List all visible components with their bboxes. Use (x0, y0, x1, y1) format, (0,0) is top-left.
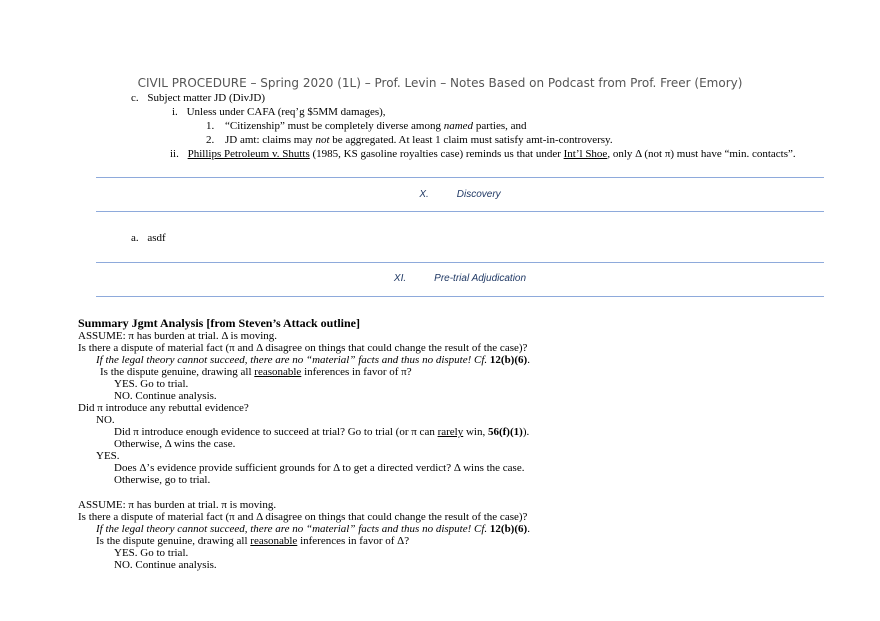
outline-ii-label: ii. (170, 148, 179, 160)
section-heading-discovery (96, 189, 824, 200)
summary-line-11: YES. (96, 450, 120, 462)
section-x-title: Discovery (456, 189, 501, 200)
outline-n2-label: 2. (206, 134, 215, 146)
summary-second-line-6: NO. Continue analysis. (114, 559, 217, 571)
section-xi-title: Pre-trial Adjudication (434, 273, 527, 284)
summary-line-9-mid: win, (463, 426, 488, 438)
section-xi-bottom-rule (96, 296, 824, 297)
summary-line-9-rule: 56(f)(1) (487, 426, 523, 438)
summary-line-3-rule: 12(b)(6) (489, 354, 528, 366)
summary-second-line-3-italic: If the legal theory cannot succeed, there are no “material” facts and thus no dispute! Cf. (96, 523, 488, 535)
section-x-bottom-rule (96, 211, 824, 212)
outline-ii-case2: Int’l Shoe (563, 148, 608, 160)
summary-second-line-4-underline: reasonable (250, 535, 298, 547)
outline-n2-em: not (315, 134, 330, 146)
outline-i (172, 106, 386, 119)
outline-ii-post: , only Δ (not π) must have “min. contacts”. (607, 148, 796, 160)
summary-line-9-underline: rarely (437, 426, 464, 438)
summary-line-2: Is there a dispute of material fact (π and Δ disagree on things that could change the result of the case)? (78, 342, 528, 354)
outline-i-label: i. (172, 106, 178, 118)
section-xi-top-rule (96, 262, 824, 263)
outline-c (131, 92, 265, 105)
discovery-item-a (131, 232, 166, 245)
summary-line-4-underline: reasonable (254, 366, 302, 378)
outline-n1-em: named (443, 120, 474, 132)
outline-n1-pre: “Citizenship” must be completely diverse among (225, 120, 444, 132)
summary-line-3-end: . (527, 354, 530, 366)
discovery-a-label: a. (131, 232, 139, 244)
summary-line-1: ASSUME: π has burden at trial. Δ is moving. (78, 330, 278, 342)
summary-second-line-1: ASSUME: π has burden at trial. π is moving. (78, 499, 277, 511)
outline-ii-case: Phillips Petroleum v. Shutts (187, 148, 310, 160)
summary-line-4-pre: Is the dispute genuine, drawing all (100, 366, 255, 378)
summary-line-6: NO. Continue analysis. (114, 390, 217, 402)
outline-c-text: Subject matter JD (DivJD) (147, 92, 266, 104)
summary-line-9-end: ). (522, 426, 530, 438)
summary-line-5: YES. Go to trial. (114, 378, 189, 390)
summary-line-12: Does Δ’s evidence provide sufficient grounds for Δ to get a directed verdict? Δ wins the case. (114, 462, 525, 474)
discovery-a-text: asdf (147, 232, 166, 244)
outline-n1 (206, 120, 527, 133)
summary-line-10: Otherwise, Δ wins the case. (114, 438, 236, 450)
outline-n1-post: parties, and (473, 120, 527, 132)
outline-ii-mid: (1985, KS gasoline royalties case) reminds us that under (309, 148, 564, 160)
outline-c-label: c. (131, 92, 139, 104)
summary-line-13: Otherwise, go to trial. (114, 474, 211, 486)
summary-second-line-5: YES. Go to trial. (114, 547, 189, 559)
section-heading-pretrial (96, 273, 824, 284)
outline-n2-pre: JD amt: claims may (225, 134, 316, 146)
outline-n1-label: 1. (206, 120, 215, 132)
section-xi-number: XI. (393, 273, 407, 284)
summary-line-8: NO. (96, 414, 115, 426)
summary-second-line-3-end: . (527, 523, 530, 535)
outline-n2 (206, 134, 613, 147)
summary-second-line-4-pre: Is the dispute genuine, drawing all (96, 535, 251, 547)
summary-second-line-4-post: inferences in favor of Δ? (297, 535, 410, 547)
outline-ii (170, 148, 796, 161)
summary-line-4-post: inferences in favor of π? (301, 366, 412, 378)
section-x-top-rule (96, 177, 824, 178)
outline-n2-post: be aggregated. At least 1 claim must satisfy amt-in-controversy. (329, 134, 613, 146)
section-x-number: X. (419, 189, 429, 200)
summary-second-line-3-rule: 12(b)(6) (489, 523, 528, 535)
outline-i-text: Unless under CAFA (req’g $5MM damages), (186, 106, 386, 118)
page-header: CIVIL PROCEDURE – Spring 2020 (1L) – Prof. Levin – Notes Based on Podcast from Prof. Freer (Emory) (137, 76, 743, 90)
summary-line-7: Did π introduce any rebuttal evidence? (78, 402, 249, 414)
summary-title: Summary Jgmt Analysis [from Steven’s Attack outline] (78, 316, 360, 330)
summary-line-9-pre: Did π introduce enough evidence to succeed at trial? Go to trial (or π can (114, 426, 438, 438)
summary-second-line-2: Is there a dispute of material fact (π and Δ disagree on things that could change the result of the case)? (78, 511, 528, 523)
summary-line-3-italic: If the legal theory cannot succeed, there are no “material” facts and thus no dispute! Cf. (96, 354, 488, 366)
